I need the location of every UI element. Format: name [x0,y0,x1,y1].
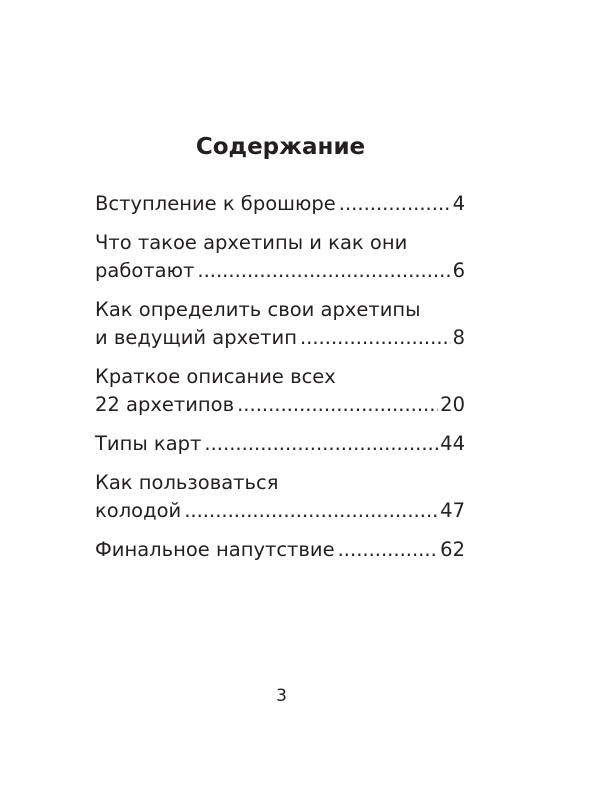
page-title: Содержание [195,134,366,160]
toc-entry-text: Вступление к брошюре [95,192,336,215]
toc-entry-text: Как пользоваться [95,471,279,494]
toc-page-number: 6 [452,259,465,282]
toc-page-number: 44 [440,432,465,455]
toc-entry-line [95,296,465,324]
toc-entry-line [95,257,465,285]
page-number: 3 [276,686,287,706]
toc-entry-line [95,190,465,218]
dot-leader [197,257,450,285]
toc-entry-line [95,391,465,419]
toc-entry[interactable] [95,430,465,458]
toc-entry-line [95,324,465,352]
toc-entry-text: 22 архетипов [95,393,235,416]
dot-leader [338,536,439,564]
toc-entry[interactable] [95,363,465,419]
toc-page-number: 47 [440,499,465,522]
toc-page-number: 20 [440,393,465,416]
toc-entry-line [95,430,465,458]
toc-entry-text: Что такое архетипы и как они [95,231,408,254]
toc-entry-text: Краткое описание всех [95,365,336,388]
toc-entry-line [95,363,465,391]
toc-entry-line [95,229,465,257]
toc-page-number: 4 [452,192,465,215]
toc-entry[interactable] [95,469,465,525]
toc-entry-text: Как определить свои архетипы [95,298,421,321]
dot-leader [184,497,438,525]
dot-leader [339,190,451,218]
toc-entry-text: колодой [95,499,182,522]
table-of-contents [95,190,465,575]
toc-entry-text: Типы карт [95,432,202,455]
toc-entry[interactable] [95,190,465,218]
dot-leader [237,391,438,419]
toc-entry-line [95,469,465,497]
toc-page-number: 62 [440,538,465,561]
dot-leader [300,324,451,352]
toc-page-number: 8 [452,326,465,349]
toc-entry-text: Финальное напутствие [95,538,335,561]
toc-entry-line [95,536,465,564]
toc-entry-text: работают [95,259,195,282]
toc-entry-line [95,497,465,525]
toc-entry-text: и ведущий архетип [95,326,297,349]
dot-leader [204,430,438,458]
toc-entry[interactable] [95,296,465,352]
toc-entry[interactable] [95,536,465,564]
toc-entry[interactable] [95,229,465,285]
